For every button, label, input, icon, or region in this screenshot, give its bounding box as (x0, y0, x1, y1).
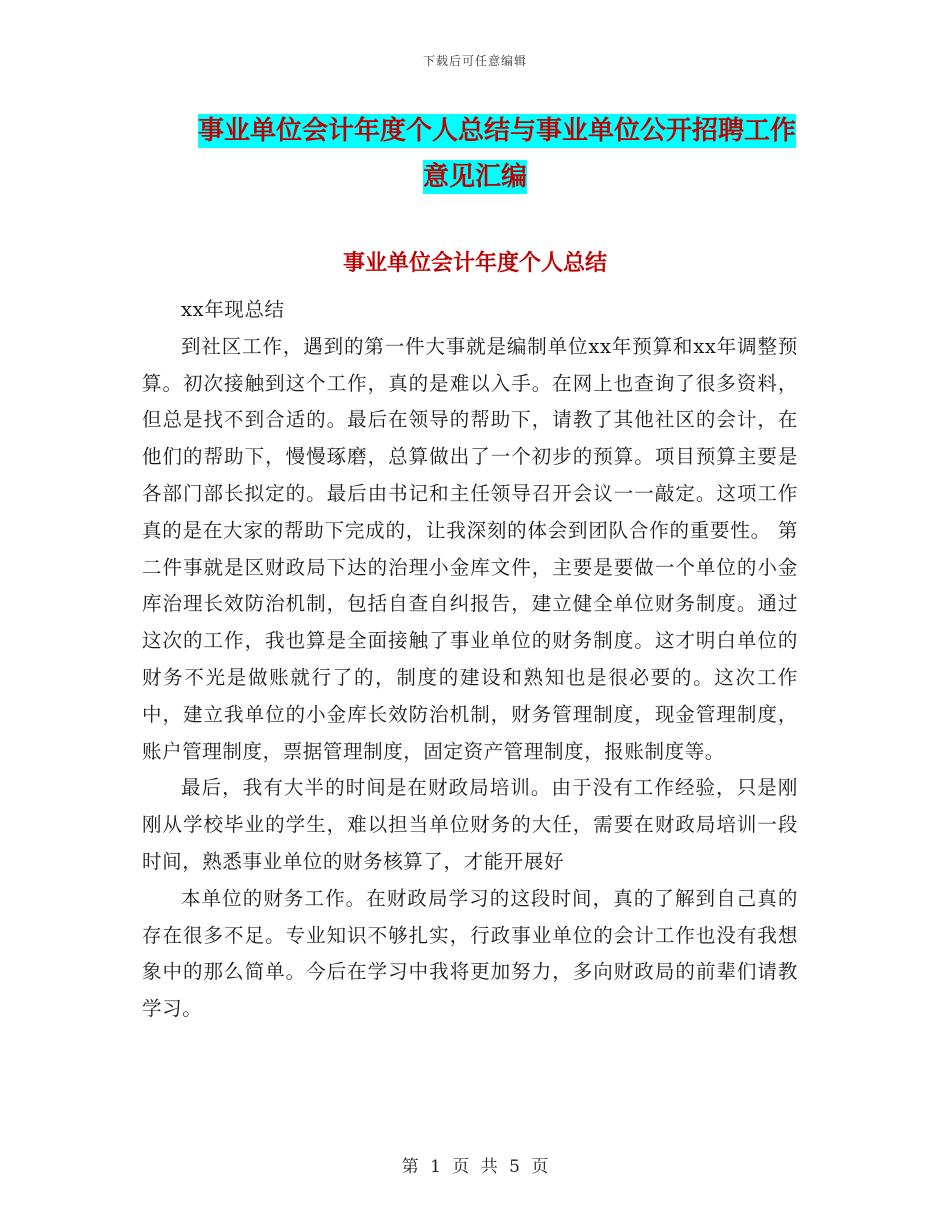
paragraph: xx年现总结 (181, 298, 285, 321)
page-header-note: 下载后可任意编辑 (422, 54, 527, 68)
paragraph: 到社区工作，遇到的第一件大事就是编制单位xx年预算和xx年调整预算。初次接触到这个工作，真的是难以入手。在网上也查询了很多资料，但总是找不到合适的。最后在领导的帮助下，请教了其他社区的会计，在他们的帮助下，慢慢琢磨，总算做出了一个初步的预算。项目预算主要是各部门部长拟定的。最后由书记和主任领导召开会议一一敲定。这项工作真的是在大家的帮助下完成的，让我深刻的体会到团队合作的重要性。 第二件事就是区财政局下达的治理小金库文件，主要是要做一个单位的小金库治理长效防治机制，包括自查自纠报告，建立健全单位财务制度。通过这次的工作，我也算是全面接触了事业单位的财务制度。这才明白单位的财务不光是做账就行了的，制度的建设和熟知也是很必要的。这次工作中，建立我单位的小金库长效防治机制，财务管理制度，现金管理制度，账户管理制度，票据管理制度，固定资产管理制度，报账制度等。 (142, 334, 798, 763)
page-number-footer: 第 1 页 共 5 页 (401, 1157, 549, 1177)
paragraph: 本单位的财务工作。在财政局学习的这段时间，真的了解到自己真的存在很多不足。专业知识不够扎实，行政事业单位的会计工作也没有我想象中的那么简单。今后在学习中我将更加努力，多向财政局的前辈们请教学习。 (142, 886, 798, 1021)
document-title-line-1: 事业单位会计年度个人总结与事业单位公开招聘工作 (197, 116, 796, 146)
document-title-line-2: 意见汇编 (422, 162, 527, 192)
document-body (142, 292, 798, 1028)
section-title: 事业单位会计年度个人总结 (342, 250, 607, 276)
document-title (0, 108, 950, 200)
paragraph: 最后，我有大半的时间是在财政局培训。由于没有工作经验，只是刚刚从学校毕业的学生，难以担当单位财务的大任，需要在财政局培训一段时间，熟悉事业单位的财务核算了，才能开展好 (142, 776, 798, 873)
